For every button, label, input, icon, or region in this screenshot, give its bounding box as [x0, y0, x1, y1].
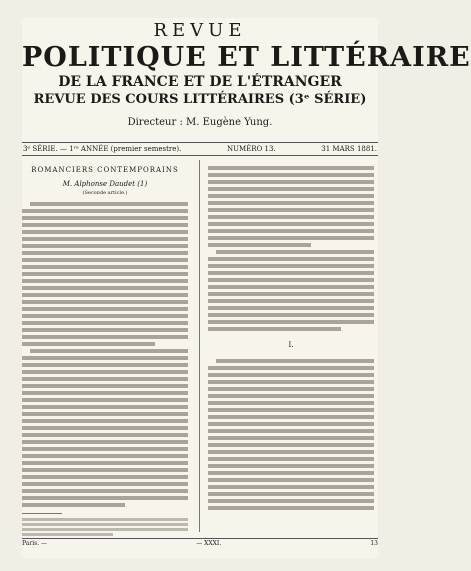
footnote-text [22, 518, 188, 536]
left-body-text [22, 200, 188, 507]
footnote-rule [22, 513, 62, 514]
footer-left: Paris. — [22, 540, 48, 547]
right-body-text-top [208, 160, 374, 331]
page-footer [22, 538, 378, 549]
masthead [22, 20, 471, 108]
page [22, 18, 471, 558]
masthead-title: POLITIQUE ET LITTÉRAIRE [22, 42, 471, 73]
left-column [22, 160, 188, 532]
masthead-line-3: DE LA FRANCE ET DE L'ÉTRANGER [58, 74, 342, 90]
director-line: Directeur : M. Eugène Yung. [127, 117, 273, 128]
article-subheading: (Seconde article.) [82, 190, 128, 196]
masthead-line-4: REVUE DES COURS LITTÉRAIRES (3ᵉ SÉRIE) [33, 92, 367, 107]
right-body-text-bottom [208, 357, 374, 510]
section-numeral: I. [288, 341, 294, 349]
issue-date: 31 MARS 1881. [321, 145, 377, 153]
article-heading: ROMANCIERS CONTEMPORAINS [31, 166, 179, 174]
issue-bar [22, 142, 378, 156]
article-subject: M. Alphonse Daudet (1) [62, 180, 148, 188]
masthead-line-1: REVUE [153, 20, 247, 41]
footer-center: — XXXI. [196, 540, 222, 547]
issue-number: NUMÉRO 13. [226, 145, 276, 153]
right-column [208, 160, 374, 532]
column-divider [199, 160, 200, 532]
footer-page-number: 13 [370, 540, 378, 547]
issue-series: 3ᵉ SÉRIE. — 1ʳᵉ ANNÉE (premier semestre). [23, 145, 182, 153]
